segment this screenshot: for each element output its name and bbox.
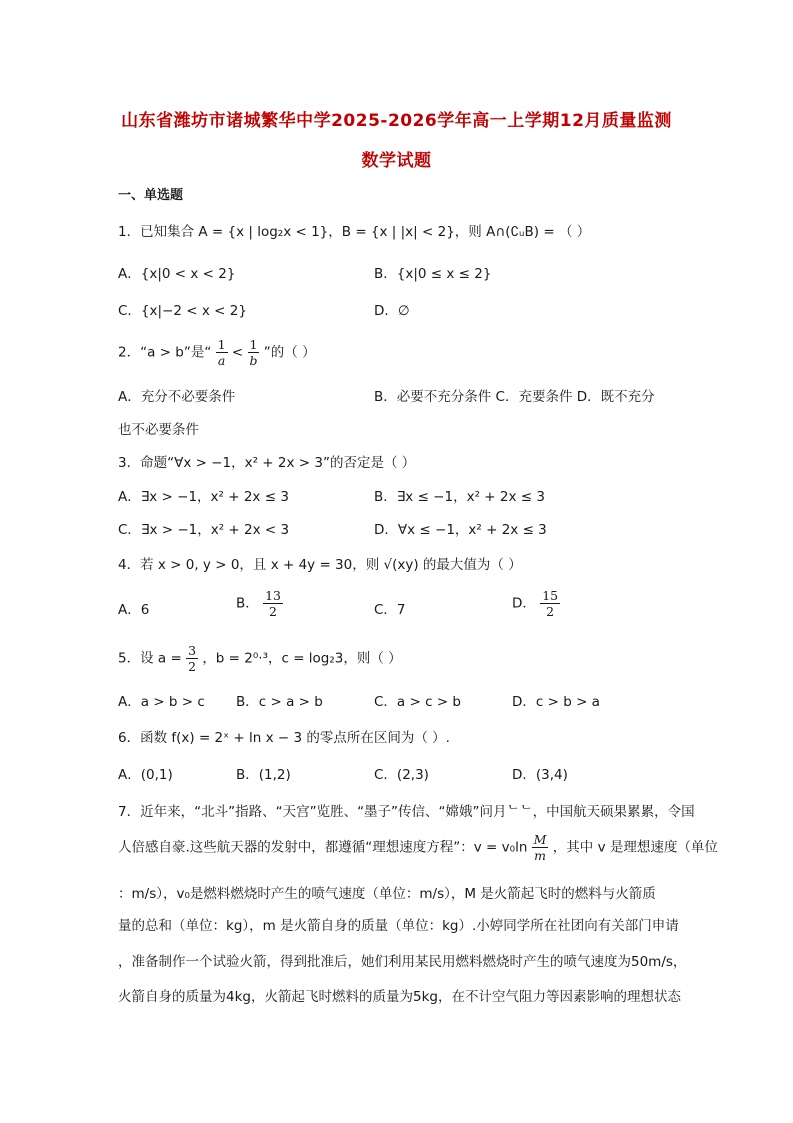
question-5-fraction (186, 643, 198, 674)
question-4-option-d-fraction (540, 588, 560, 619)
question-3-option-d: D．∀x ≤ −1，x² + 2x ≤ 3 (374, 522, 547, 538)
fraction-denominator: b (249, 353, 258, 368)
question-7-fraction (532, 832, 549, 863)
question-6-stem: 6．函数 f(x) = 2ˣ + ln x − 3 的零点所在区间为（ ）. (118, 730, 450, 746)
fraction-numerator: 3 (188, 643, 197, 658)
fraction-denominator: a (217, 353, 226, 368)
question-2-stem-post: ”的（ ） (263, 344, 316, 361)
document-subtitle: 数学试题 (361, 151, 432, 171)
question-6-option-d: D．(3,4) (512, 767, 568, 783)
question-1-stem: 1．已知集合 A = {x | log₂x < 1}，B = {x | |x| < 2}，则 A∩(∁ᵤB) = （ ） (118, 224, 591, 240)
question-7-line-4: 量的总和（单位：kg），m 是火箭自身的质量（单位：kg）.小婷同学所在社团向有关部门申请 (118, 918, 679, 934)
fraction-denominator: 2 (188, 659, 197, 674)
question-1-option-a: A．{x|0 < x < 2} (118, 266, 236, 282)
question-5-option-b: B．c > a > b (236, 694, 323, 710)
question-3-option-a: A．∃x > −1，x² + 2x ≤ 3 (118, 489, 289, 505)
question-4-option-d (512, 588, 560, 619)
fraction-denominator: m (534, 848, 546, 863)
question-2-stem-pre: 2．“a > b”是“ (118, 344, 212, 361)
document-title: 山东省潍坊市诸城繁华中学2025-2026学年高一上学期12月质量监测 (121, 111, 672, 131)
question-7-line-3: ：m/s），v₀是燃料燃烧时产生的喷气速度（单位：m/s），M 是火箭起飞时的燃料与火箭质 (118, 886, 656, 902)
question-2-option-a: A．充分不必要条件 (118, 389, 236, 405)
question-1-option-c: C．{x|−2 < x < 2} (118, 303, 247, 319)
question-7-line-1: 7．近年来，“北斗”指路、“天宫”览胜、“墨子”传信、“嫦娥”问月ᄂᄂ，中国航天硕果累累，令国 (118, 804, 695, 820)
option-label: D． (512, 595, 536, 612)
question-3-stem: 3．命题“∀x > −1，x² + 2x > 3”的否定是（ ） (118, 455, 416, 471)
question-5-stem (118, 643, 402, 674)
question-5-stem-pre: 5．设 a = (118, 650, 182, 667)
fraction-numerator: 13 (265, 588, 281, 603)
fraction-numerator: 1 (249, 337, 258, 352)
question-2-fraction-2 (247, 337, 259, 368)
question-7-line-6: 火箭自身的质量为4kg，火箭起飞时燃料的质量为5kg，在不计空气阻力等因素影响的理想状态 (118, 989, 681, 1005)
question-2-option-wrap: 也不必要条件 (118, 422, 199, 438)
question-3-option-b: B．∃x ≤ −1，x² + 2x ≤ 3 (374, 489, 545, 505)
question-7-line-2-post: ，其中 v 是理想速度（单位 (552, 839, 718, 856)
question-4-option-b-fraction (263, 588, 283, 619)
question-5-option-c: C．a > c > b (374, 694, 461, 710)
question-5-stem-post: ，b = 2⁰·³，c = log₂3，则（ ） (202, 650, 402, 667)
fraction-denominator: 2 (546, 604, 555, 619)
question-6-option-c: C．(2,3) (374, 767, 429, 783)
question-4-option-c: C．7 (374, 602, 406, 618)
fraction-numerator: 15 (542, 588, 559, 603)
question-2-stem (118, 337, 316, 368)
question-7-line-2 (118, 832, 718, 863)
question-1-option-d: D．∅ (374, 303, 410, 319)
option-label: B． (236, 595, 259, 612)
fraction-numerator: M (533, 832, 547, 847)
question-2-options-bcd: B．必要不充分条件 C．充要条件 D．既不充分 (374, 389, 655, 405)
question-2-less-than: < (231, 344, 248, 361)
fraction-numerator: 1 (217, 337, 226, 352)
question-6-option-b: B．(1,2) (236, 767, 291, 783)
question-6-option-a: A．(0,1) (118, 767, 173, 783)
question-1-option-b: B．{x|0 ≤ x ≤ 2} (374, 266, 492, 282)
question-4-option-a: A．6 (118, 602, 150, 618)
question-4-option-b (236, 588, 283, 619)
question-2-fraction-1 (216, 337, 228, 368)
question-7-line-5: ，准备制作一个试验火箭，得到批准后，她们利用某民用燃料燃烧时产生的喷气速度为50m/s， (118, 954, 687, 970)
fraction-denominator: 2 (269, 604, 277, 619)
question-3-option-c: C．∃x > −1，x² + 2x < 3 (118, 522, 290, 538)
question-5-option-a: A．a > b > c (118, 694, 205, 710)
section-heading: 一、单选题 (118, 188, 184, 203)
question-4-stem: 4．若 x > 0, y > 0，且 x + 4y = 30，则 √(xy) 的最大值为（ ） (118, 557, 522, 573)
question-7-line-2-pre: 人倍感自豪.这些航天器的发射中，都遵循“理想速度方程”：v = v₀ln (118, 839, 528, 856)
question-5-option-d: D．c > b > a (512, 694, 600, 710)
